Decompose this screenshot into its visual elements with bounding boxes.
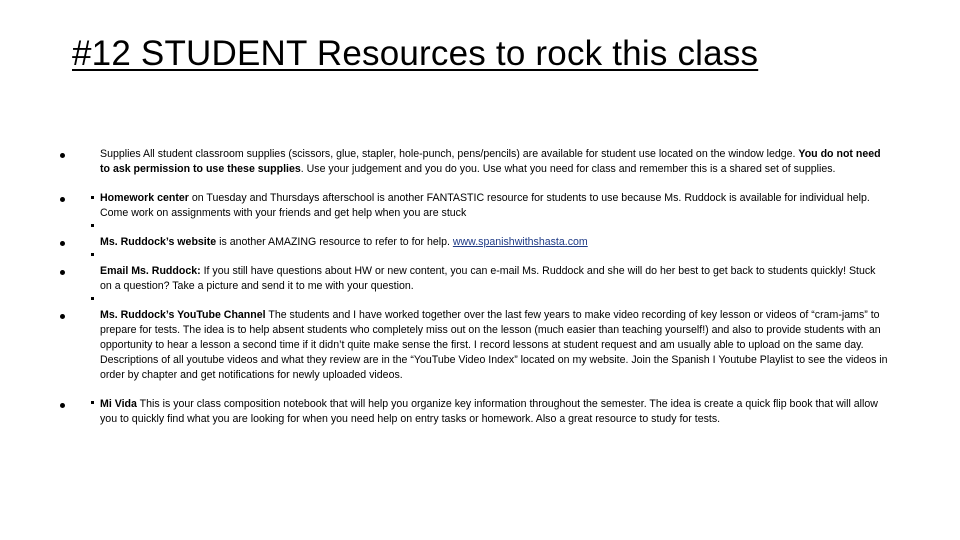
list-item-youtube [60, 308, 890, 383]
list-item-homework-center [60, 191, 890, 221]
bullet-icon [60, 270, 65, 275]
item-label: Ms. Ruddock’s YouTube Channel [100, 309, 266, 321]
resource-list [60, 147, 890, 427]
bullet-icon [60, 197, 65, 202]
item-text: This is your class composition notebook that will help you organize key information throughout the semester. The idea is create a quick flip book that will allow you to quickly find what you are looking for when you need help on entry tasks or homework. Also a great resource to study for tests. [100, 398, 878, 425]
item-text: is another AMAZING resource to refer to for help. [216, 236, 453, 248]
item-emphasis: You do not need to ask permission to use these supplies [100, 148, 881, 175]
item-text: The students and I have worked together over the last few years to make video recording of key lesson or videos of “cram-jams” to prepare for tests. The idea is to help absent students who completely miss out on the lesson (much easier than teaching yourself!) and also to provide students with an opportunity to hear a lesson a second time if it didn’t quite make sense the first. I record lessons at student request and am usually able to upload on the same day. Descriptions of all youtube videos and what they review are in the “YouTube Video Index” located on my website. Join the Spanish I Youtube Playlist to see the videos in order by chapter and get notifications for newly uploaded videos. [100, 309, 888, 381]
item-label: Homework center [100, 192, 189, 204]
bullet-icon [60, 403, 65, 408]
item-label: Mi Vida [100, 398, 137, 410]
list-item-email [60, 264, 890, 294]
item-label: Ms. Ruddock’s website [100, 236, 217, 248]
bullet-icon [60, 314, 65, 319]
website-link[interactable]: www.spanishwithshasta.com [452, 236, 588, 248]
list-item-website [60, 235, 890, 250]
page-title: #12 STUDENT Resources to rock this class [72, 34, 759, 73]
sub-bullet-icon [91, 224, 94, 227]
list-item-supplies [60, 147, 890, 177]
item-tail: . Use your judgement and you do you. Use what you need for class and remember this is a shared set of supplies. [300, 163, 836, 175]
bullet-icon [60, 241, 65, 246]
sub-bullet-icon [91, 253, 94, 256]
sub-bullet-icon [91, 297, 94, 300]
bullet-icon [60, 153, 65, 158]
item-label: Email Ms. Ruddock: [100, 265, 201, 277]
item-label: Supplies [100, 148, 141, 160]
item-text: If you still have questions about HW or new content, you can e-mail Ms. Ruddock and she will do her best to get back to students quickly! Stuck on a question? Take a picture and send it to me with your question. [100, 265, 876, 292]
item-text: on Tuesday and Thursdays afterschool is another FANTASTIC resource for students to use because Ms. Ruddock is available for individual help. Come work on assignments with your friends and get help when you are stuck [100, 192, 870, 219]
item-text: All student classroom supplies (scissors, glue, stapler, hole-punch, pens/pencils) are available for student use located on the window ledge. [140, 148, 796, 160]
list-item-mi-vida [60, 397, 890, 427]
